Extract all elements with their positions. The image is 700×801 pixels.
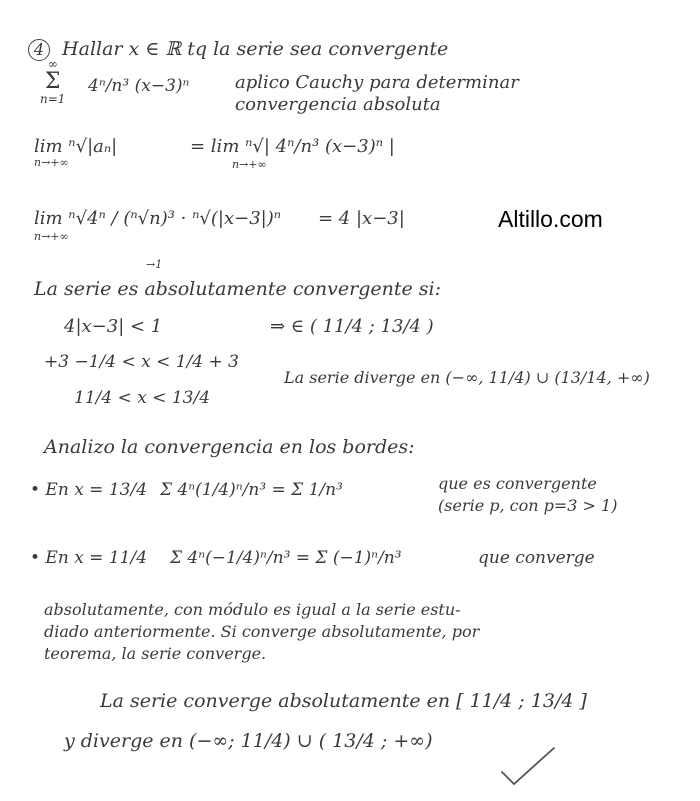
series-lower: n=1 [40, 92, 66, 106]
case-2-series: Σ 4ⁿ(−1/4)ⁿ/n³ = Σ (−1)ⁿ/n³ [170, 548, 402, 568]
case-1-note-2: (serie p, con p=3 > 1) [438, 496, 618, 515]
limit-2-right: = 4 |x−3| [318, 208, 405, 229]
limit-2-note: →1 [146, 258, 163, 271]
case-2-para-1: absolutamente, con módulo es igual a la serie estu- [44, 600, 461, 619]
method-line-1: aplico Cauchy para determinar [235, 72, 519, 93]
limit-1-sub: n→+∞ [34, 156, 69, 169]
case-2-label: • En x = 11/4 [30, 548, 148, 568]
problem-statement: Hallar x ∈ ℝ tq la serie sea convergente [62, 38, 449, 60]
case-1-note-1: que es convergente [438, 474, 597, 493]
limit-2-sub: n→+∞ [34, 230, 69, 243]
absolute-ineq-3: 11/4 < x < 13/4 [74, 388, 211, 408]
limit-1-right-sub: n→+∞ [232, 158, 267, 171]
method-line-2: convergencia absoluta [235, 94, 441, 115]
case-2-para-3: teorema, la serie converge. [44, 644, 267, 663]
series-sigma: Σ [44, 69, 61, 94]
conclusion-line-2: y diverge en (−∞; 11/4) ∪ ( 13/4 ; +∞) [64, 730, 433, 752]
limit-2-left: lim ⁿ√4ⁿ / (ⁿ√n)³ · ⁿ√(|x−3|)ⁿ [34, 208, 282, 229]
series-upper: ∞ [47, 57, 58, 71]
absolute-heading: La serie es absolutamente convergente si: [34, 278, 441, 300]
case-1-label: • En x = 13/4 [30, 480, 148, 500]
limit-1-left: lim ⁿ√|aₙ| [34, 136, 118, 157]
watermark: Altillo.com [498, 206, 603, 232]
series-sum [40, 58, 65, 106]
borders-heading: Analizo la convergencia en los bordes: [44, 436, 415, 458]
conclusion-line-1: La serie converge absolutamente en [ 11/4 ; 13/4 ] [100, 690, 587, 712]
problem-number: 4 [28, 39, 50, 61]
diverge-note: La serie diverge en (−∞, 11/4) ∪ (13/14, +∞) [284, 368, 650, 387]
problem-statement-line [28, 38, 448, 61]
absolute-ineq-2: +3 −1/4 < x < 1/4 + 3 [44, 352, 239, 372]
limit-1-right: = lim ⁿ√| 4ⁿ/n³ (x−3)ⁿ | [190, 136, 395, 157]
case-2-note: que converge [478, 548, 595, 568]
absolute-arrow: ⇒ ∈ ( 11/4 ; 13/4 ) [270, 316, 434, 337]
check-mark-icon [498, 744, 558, 788]
case-2-para-2: diado anteriormente. Si converge absolutamente, por [44, 622, 480, 641]
series-term: 4ⁿ/n³ (x−3)ⁿ [88, 76, 190, 96]
case-1-series: Σ 4ⁿ(1/4)ⁿ/n³ = Σ 1/n³ [160, 480, 343, 500]
absolute-ineq-1: 4|x−3| < 1 [64, 316, 163, 337]
